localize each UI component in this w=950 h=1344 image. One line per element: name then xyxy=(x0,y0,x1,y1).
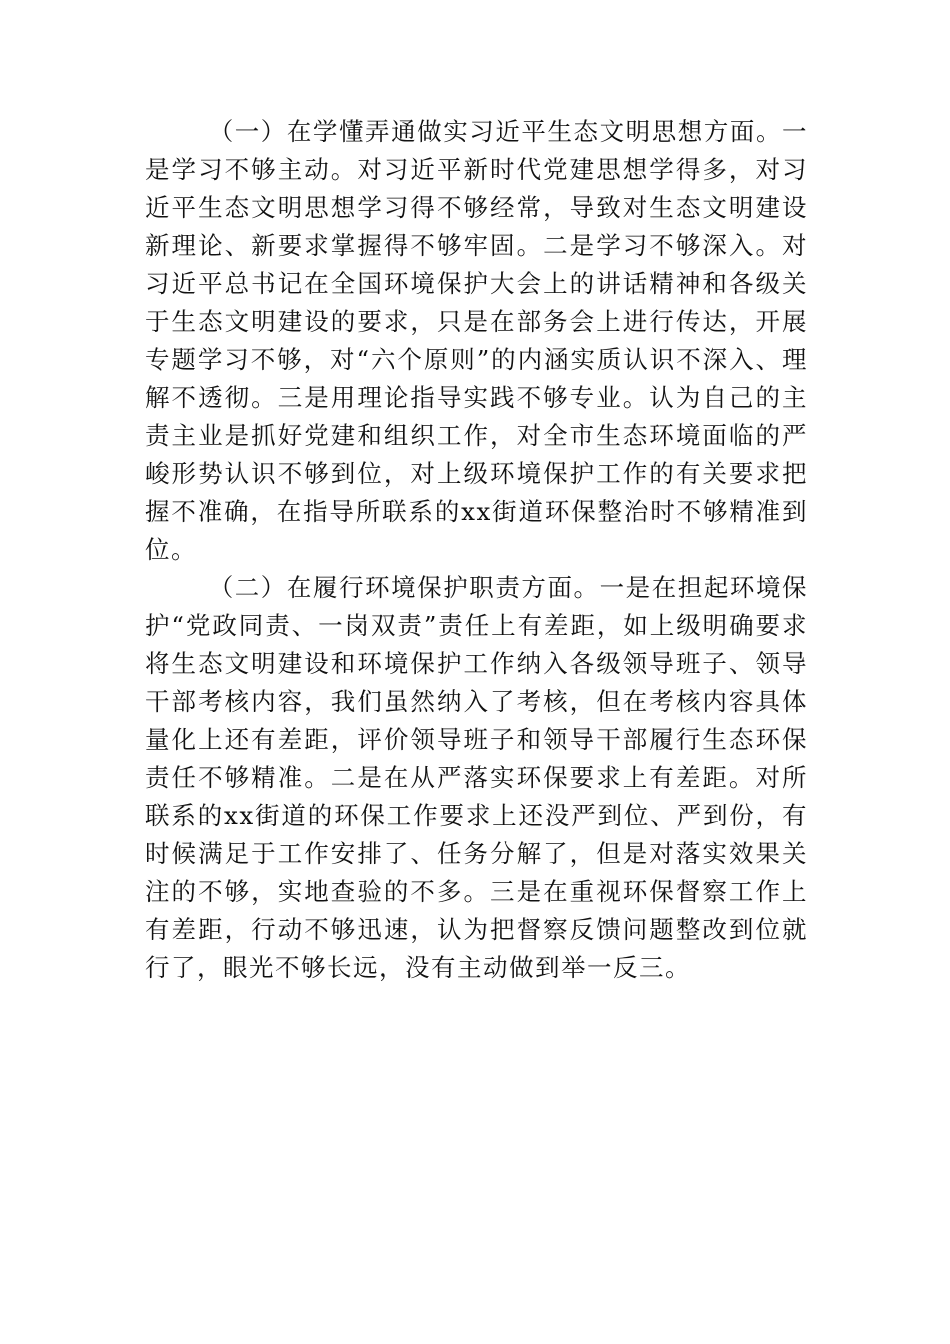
paragraph-2: （二）在履行环境保护职责方面。一是在担起环境保护“党政同责、一岗双责”责任上有差距，如上级明确要求将生态文明建设和环境保护工作纳入各级领导班子、领导干部考核内容，我们虽然纳入了考核，但在考核内容具体量化上还有差距，评价领导班子和领导干部履行生态环保责任不够精准。二是在从严落实环保要求上有差距。对所联系的xx街道的环保工作要求上还没严到位、严到份，有时候满足于工作安排了、任务分解了，但是对落实效果关注的不够，实地查验的不多。三是在重视环保督察工作上有差距，行动不够迅速，认为把督察反馈问题整改到位就行了，眼光不够长远，没有主动做到举一反三。 xyxy=(145,573,808,982)
document-body xyxy=(145,113,808,987)
paragraph-1: （一）在学懂弄通做实习近平生态文明思想方面。一是学习不够主动。对习近平新时代党建思想学得多，对习近平生态文明思想学习得不够经常，导致对生态文明建设新理论、新要求掌握得不够牢固。二是学习不够深入。对习近平总书记在全国环境保护大会上的讲话精神和各级关于生态文明建设的要求，只是在部务会上进行传达，开展专题学习不够，对“六个原则”的内涵实质认识不深入、理解不透彻。三是用理论指导实践不够专业。认为自己的主责主业是抓好党建和组织工作，对全市生态环境面临的严峻形势认识不够到位，对上级环境保护工作的有关要求把握不准确，在指导所联系的xx街道环保整治时不够精准到位。 xyxy=(145,117,808,564)
